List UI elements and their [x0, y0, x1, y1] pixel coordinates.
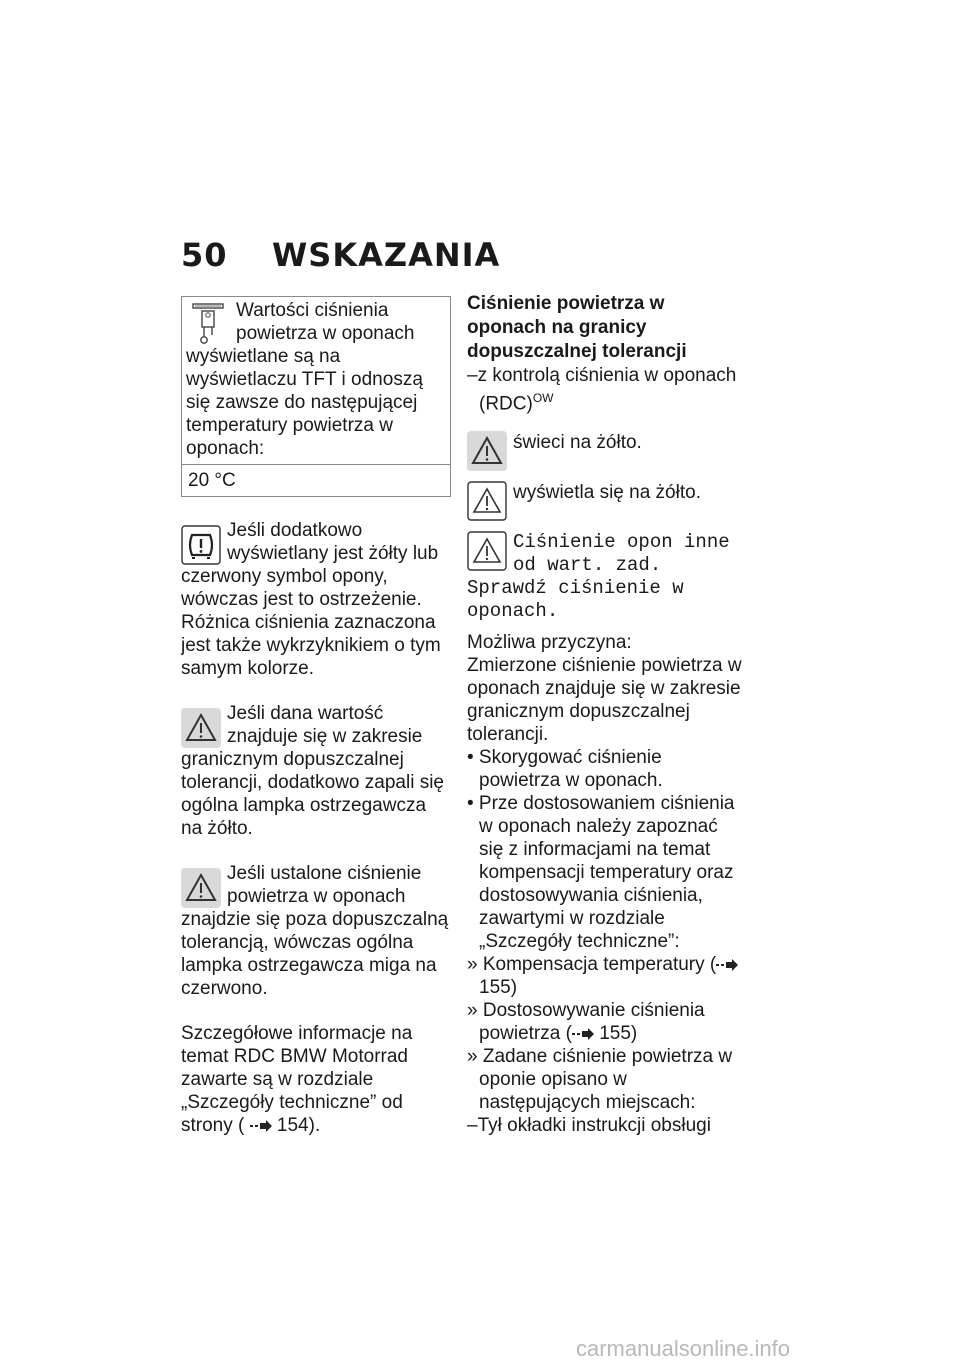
paragraph-4 [181, 1022, 451, 1137]
reference-1-label: » Kompensacja temperatury [467, 954, 705, 976]
red-warning-paragraph [181, 862, 451, 1000]
reference-2-label: » Dostosowywanie ciśnienia powietrza ( [467, 1000, 705, 1045]
info-note-box [181, 296, 451, 497]
reference-3: » Zadane ciśnienie powietrza w oponie opisano w następujących miejscach: [467, 1046, 733, 1114]
reference-1: » Kompensacja temperatury ( 155) [467, 953, 743, 999]
general-warning-icon [181, 868, 221, 908]
shines-yellow-text: świeci na żółto. [513, 432, 642, 454]
left-column [181, 296, 451, 1137]
page-reference-arrow-icon [250, 1120, 272, 1132]
paragraph-3: Jeśli ustalone ciśnienie powietrza w oponach znajdzie się poza dopuszczalną tolerancją, wówczas ogólna lampka ostrzegawcza miga na czerwono. [181, 863, 449, 999]
displays-yellow-row [467, 481, 743, 521]
right-column [467, 292, 743, 1137]
warning-display-icon [467, 481, 507, 521]
paragraph-4-text: Szczegółowe informacje na temat RDC BMW Motorrad zawarte są w rozdziale „Szczegóły techniczne” od strony ( [181, 1023, 413, 1136]
tire-pressure-gauge-icon [192, 301, 226, 345]
general-warning-icon [181, 708, 221, 748]
tire-warning-paragraph [181, 519, 451, 680]
condition-superscript: OW [532, 391, 554, 405]
tire-pressure-warning-icon [181, 525, 221, 565]
condition-line [467, 364, 743, 415]
bullet-2: • Prze dostosowaniem ciśnienia w oponach należy zapoznać się z informacjami na temat kompensacji temperatury oraz dostosowywania ciśnienia, zawartymi w rozdziale „Szczegóły techniczne”: [467, 793, 735, 953]
page-reference-155[interactable]: 155 [599, 1023, 631, 1045]
page-number: 50 [181, 236, 228, 274]
display-message-row [467, 531, 743, 623]
dash-item-1: –Tył okładki instrukcji obsługi [467, 1115, 711, 1137]
page-reference-154[interactable]: 154 [276, 1115, 309, 1136]
page-reference-arrow-icon [572, 1028, 594, 1040]
section-title: WSKAZANIA [271, 236, 501, 274]
page-reference-arrow-icon [716, 959, 738, 971]
condition-text: –z kontrolą ciśnienia w oponach (RDC) [467, 365, 737, 415]
note-text: Wartości ciśnienia powietrza w oponach wyświetlane są na wyświetlaczu TFT i odnoszą się zawsze do następującej temperatury powietrza w oponach: [186, 300, 423, 459]
shines-yellow-row [467, 431, 743, 471]
cause-text: Zmierzone ciśnienie powietrza w oponach znajduje się w zakresie granicznym dopuszczalnej tolerancji. [467, 655, 742, 746]
yellow-warning-paragraph [181, 702, 451, 840]
display-message-text: Ciśnienie opon inne od wart. zad. Sprawdź ciśnienie w oponach. [467, 531, 730, 623]
reference-2: » Dostosowywanie ciśnienia powietrza ( 155) [467, 1000, 705, 1045]
page-reference-155[interactable]: 155 [479, 977, 511, 999]
cause-label: Możliwa przyczyna: [467, 632, 632, 654]
note-temperature-value: 20 °C [182, 464, 450, 496]
paragraph-4-end: ). [308, 1115, 321, 1136]
general-warning-icon [467, 431, 507, 471]
paragraph-1: Jeśli dodatkowo wyświetlany jest żółty lub czerwony symbol opony, wówczas jest to ostrzeżenie. Różnica ciśnienia zaznaczona jest także wykrzyknikiem o tym samym kolorze. [181, 520, 441, 679]
paragraph-2: Jeśli dana wartość znajduje się w zakresie granicznym dopuszczalnej tolerancji, dodatkowo zapali się ogólna lampka ostrzegawcza na żółto. [181, 703, 444, 839]
warning-display-icon [467, 531, 507, 571]
section-heading: Ciśnienie powietrza w oponach na granicy dopuszczalnej tolerancji [467, 293, 687, 362]
bullet-1: • Skorygować ciśnienie powietrza w oponach. [467, 747, 663, 792]
watermark: carmanualsonline.info [576, 1336, 791, 1361]
displays-yellow-text: wyświetla się na żółto. [513, 482, 701, 504]
page-header [181, 236, 500, 274]
